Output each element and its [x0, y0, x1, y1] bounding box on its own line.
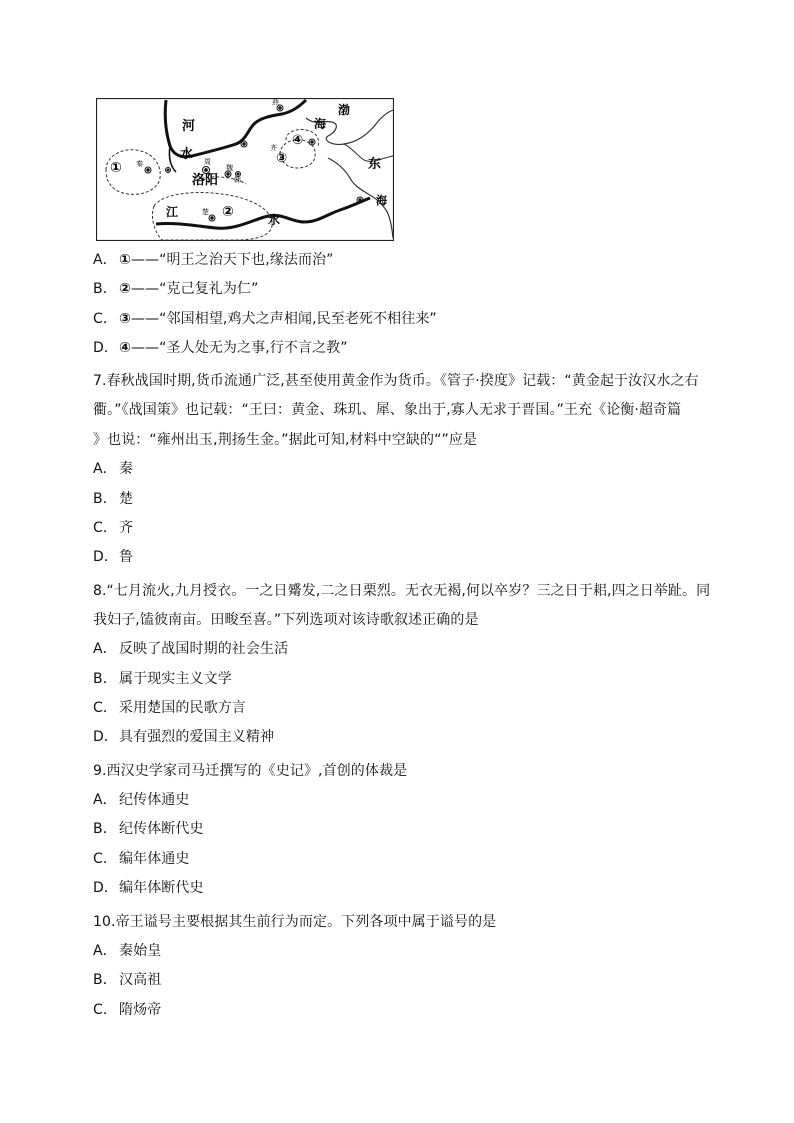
- map-label-shui-bottom: 水: [268, 213, 281, 227]
- map-label-yan-small: 燕: [272, 98, 279, 106]
- option-marker: ④: [119, 340, 131, 356]
- q6-option-d: [93, 338, 348, 358]
- map-label-qi-small: 齐: [270, 144, 277, 152]
- map-marker-1: ①: [110, 160, 122, 176]
- q9-option-c: C． 编年体通史: [93, 851, 190, 867]
- map-marker-4: ④: [292, 133, 304, 148]
- option-letter: D．: [93, 340, 118, 356]
- map-label-bo: 渤: [338, 103, 351, 117]
- map-label-shui: 水: [180, 147, 194, 162]
- q10-option-b: B． 汉高祖: [93, 972, 162, 988]
- option-text: ——“邻国相望,鸡犬之声相闻,民至老死不相往来”: [130, 311, 437, 327]
- option-marker: ①: [119, 252, 131, 268]
- q9-option-d: D．编年体断代史: [93, 880, 204, 896]
- q8-stem-line-2: 我妇子,馌彼南亩。田畯至喜。”下列选项对该诗歌叙述正确的是: [93, 612, 479, 628]
- warring-states-map: [96, 98, 394, 241]
- q9-option-a: A． 纪传体通史: [93, 792, 190, 808]
- option-letter: C．: [93, 311, 117, 327]
- map-label-dong: 东: [368, 157, 382, 172]
- map-label-chu-small: 楚: [202, 208, 209, 216]
- q7-stem-line-1: 7.春秋战国时期,货币流通广泛,甚至使用黄金作为货币。《管子·揆度》记载：“黄金起于汝汉水之右: [93, 373, 699, 389]
- q9-stem-line-1: 9.西汉史学家司马迁撰写的《史记》,首创的体裁是: [93, 763, 408, 779]
- q7-stem-line-3: 》也说：“雍州出玉,荆扬生金。”据此可知,材料中空缺的“”应是: [93, 432, 478, 448]
- map-label-jiang: 江: [166, 205, 179, 219]
- option-text: ——“圣人处无为之事,行不言之教”: [130, 340, 348, 356]
- q7-option-b: B． 楚: [93, 491, 134, 507]
- q6-option-c: [93, 309, 437, 329]
- q10-option-a: A． 秦始皇: [93, 943, 162, 959]
- q6-option-b: [93, 279, 258, 299]
- q8-option-b: B． 属于现实主义文学: [93, 671, 232, 687]
- map-label-luoyang: 洛阳: [192, 173, 219, 188]
- option-letter: B．: [93, 281, 117, 297]
- map-label-han-small: 韩: [234, 176, 241, 184]
- map-label-hai: 海: [314, 117, 327, 131]
- q9-option-b: B． 纪传体断代史: [93, 821, 204, 837]
- map-label-he: 河: [182, 119, 196, 134]
- map-marker-3: ③: [276, 151, 288, 166]
- map-marker-2: ②: [222, 204, 234, 220]
- map-frame: [97, 99, 394, 241]
- q7-option-a: A． 秦: [93, 461, 134, 477]
- q7-option-d: D．鲁: [93, 549, 134, 565]
- option-letter: A．: [93, 252, 117, 268]
- map-label-zhou: 周: [204, 158, 211, 166]
- option-marker: ③: [119, 311, 131, 327]
- map-label-hai-right: 海: [376, 194, 387, 207]
- map-label-wei-small: 魏: [226, 164, 233, 172]
- q8-option-d: D．具有强烈的爱国主义精神: [93, 729, 275, 745]
- q8-option-a: A． 反映了战国时期的社会生活: [93, 641, 289, 657]
- q6-option-a: [93, 250, 334, 270]
- q10-option-c: C． 隋炀帝: [93, 1002, 162, 1018]
- q7-stem-line-2: 衢。”《战国策》也记载：“王曰：黄金、珠玑、犀、象出于,寡人无求于晋国。”王充《论衡·超奇篇: [93, 402, 682, 418]
- q8-option-c: C． 采用楚国的民歌方言: [93, 700, 246, 716]
- q7-option-c: C． 齐: [93, 520, 134, 536]
- option-text: ——“明王之治天下也,缘法而治”: [130, 252, 334, 268]
- option-text: ——“克己复礼为仁”: [130, 281, 259, 297]
- q10-stem-line-1: 10.帝王谥号主要根据其生前行为而定。下列各项中属于谥号的是: [93, 914, 497, 930]
- map-label-qin-small: 秦: [136, 160, 143, 168]
- q8-stem-line-1: 8.“七月流火,九月授衣。一之日觱发,二之日栗烈。无衣无褐,何以卒岁？三之日于耜,四之日举趾。同: [93, 583, 711, 599]
- option-marker: ②: [119, 281, 131, 297]
